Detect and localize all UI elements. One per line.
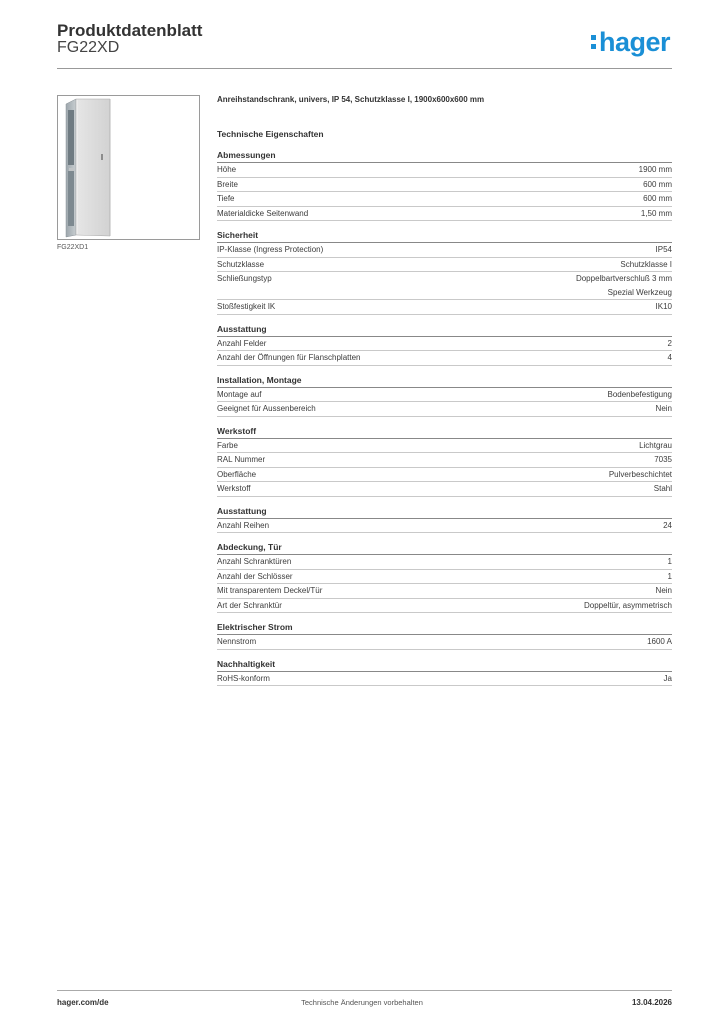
spec-value-line: Spezial Werkzeug [607,287,672,297]
spec-label: Art der Schranktür [217,600,282,610]
section-title: Elektrischer Strom [217,621,672,635]
spec-value [639,439,672,453]
spec-value-line: Schutzklasse I [620,259,672,269]
spec-section [217,323,672,366]
spec-row [217,192,672,207]
spec-row [217,519,672,534]
section-title: Ausstattung [217,323,672,337]
spec-value-line: Ja [663,673,672,683]
spec-section [217,374,672,417]
spec-value-line: 1 [667,557,672,566]
footer-website: hager.com/de [57,998,109,1007]
spec-label: Montage auf [217,389,262,399]
spec-label: Tiefe [217,194,235,203]
spec-section [217,621,672,650]
spec-value [576,272,672,299]
spec-value [668,555,672,569]
spec-value-line: Nein [655,586,672,595]
spec-label: Anzahl der Schlösser [217,571,293,581]
spec-value [656,243,672,257]
footer-notice: Technische Änderungen vorbehalten [301,998,423,1007]
spec-value-line: 1,50 mm [640,208,672,218]
spec-value [620,258,672,272]
footer-divider [57,990,672,991]
product-description: Anreihstandschrank, univers, IP 54, Schutzklasse I, 1900x600x600 mm [217,95,485,104]
spec-row [217,337,672,352]
spec-value [668,570,672,584]
spec-row [217,388,672,403]
spec-value-line: 24 [663,520,672,530]
spec-value-line: Doppeltür, asymmetrisch [583,600,672,610]
spec-value-line: 600 mm [643,179,672,189]
spec-section [217,505,672,534]
section-title: Sicherheit [217,229,672,243]
header-divider [57,68,672,69]
spec-value-line: 7035 [654,455,672,464]
spec-label: Anzahl der Öffnungen für Flanschplatten [217,353,361,362]
section-title: Abmessungen [217,149,672,163]
spec-value-line: 2 [667,338,672,348]
article-number: FG22XD [57,39,120,56]
product-image [57,95,200,240]
spec-label: Farbe [217,440,238,450]
spec-value [656,402,672,416]
spec-section [217,229,672,315]
section-title: Nachhaltigkeit [217,658,672,672]
spec-label: Stoßfestigkeit IK [217,302,276,311]
spec-label: Werkstoff [217,484,251,493]
spec-value [643,178,672,192]
spec-value-line: Doppelbartverschluß 3 mm [575,274,672,283]
spec-value-line: 4 [667,353,672,362]
spec-section [217,149,672,221]
spec-section [217,425,672,497]
spec-value [668,351,672,365]
spec-section [217,541,672,613]
spec-value [643,192,672,206]
spec-label: Geeignet für Aussenbereich [217,404,316,413]
spec-label: Anzahl Reihen [217,520,270,530]
spec-value-line: Pulverbeschichtet [608,469,672,479]
spec-label: RAL Nummer [217,455,266,464]
spec-value-line: IK10 [655,302,672,311]
spec-label: IP-Klasse (Ingress Protection) [217,245,324,254]
spec-value [656,584,672,598]
spec-value [639,163,672,177]
spec-label: Breite [217,179,238,189]
spec-value-line: 600 mm [643,194,672,203]
section-title: Werkstoff [217,425,672,439]
section-title: Ausstattung [217,505,672,519]
spec-row [217,163,672,178]
spec-row [217,439,672,454]
spec-value-line: Lichtgrau [639,440,672,450]
logo-wordmark: hager [599,26,671,57]
spec-value-line: 1600 A [647,637,672,646]
spec-value-line: Stahl [653,484,672,493]
spec-content [217,93,672,686]
spec-value [641,207,672,221]
spec-value-line: Nein [655,404,672,413]
spec-value [668,337,672,351]
spec-row [217,482,672,497]
spec-row [217,555,672,570]
tech-properties-heading: Technische Eigenschaften [217,129,324,139]
spec-label: Schutzklasse [217,259,265,269]
spec-value [654,482,672,496]
spec-row [217,570,672,585]
spec-row [217,258,672,273]
spec-row [217,453,672,468]
enclosure-cabinet-icon [58,96,199,239]
spec-label: Schließungstyp [217,274,272,283]
spec-label: Materialdicke Seitenwand [217,208,309,218]
spec-label: Nennstrom [217,637,257,646]
spec-value [609,468,672,482]
spec-label: Oberfläche [217,469,257,479]
spec-sections [217,149,672,686]
spec-value-line: Bodenbefestigung [607,389,672,399]
spec-row [217,243,672,258]
spec-row [217,402,672,417]
spec-value [664,672,672,686]
spec-row [217,468,672,483]
spec-row [217,635,672,650]
spec-row [217,599,672,614]
logo-dots-icon [591,35,596,49]
section-title: Installation, Montage [217,374,672,388]
spec-value-line: IP54 [655,245,672,254]
spec-label: Anzahl Felder [217,338,267,348]
spec-row [217,178,672,193]
image-caption: FG22XD1 [57,244,89,251]
page-title: Produktdatenblatt [57,21,203,40]
spec-row [217,207,672,222]
hager-logo [591,26,670,58]
spec-row [217,300,672,315]
spec-value-line: 1 [667,571,672,581]
spec-label: RoHS-konform [217,673,270,683]
spec-row [217,672,672,687]
spec-value [654,453,672,467]
spec-label: Anzahl Schranktüren [217,557,292,566]
spec-label: Mit transparentem Deckel/Tür [217,586,323,595]
spec-value [663,519,672,533]
spec-row [217,351,672,366]
spec-value [608,388,673,402]
spec-value-line: 1900 mm [638,165,672,174]
footer-date: 13.04.2026 [631,998,672,1007]
spec-row [217,584,672,599]
spec-value [647,635,672,649]
spec-row [217,272,672,300]
spec-label: Höhe [217,165,237,174]
spec-value [656,300,672,314]
spec-section [217,658,672,687]
spec-value [584,599,672,613]
section-title: Abdeckung, Tür [217,541,672,555]
